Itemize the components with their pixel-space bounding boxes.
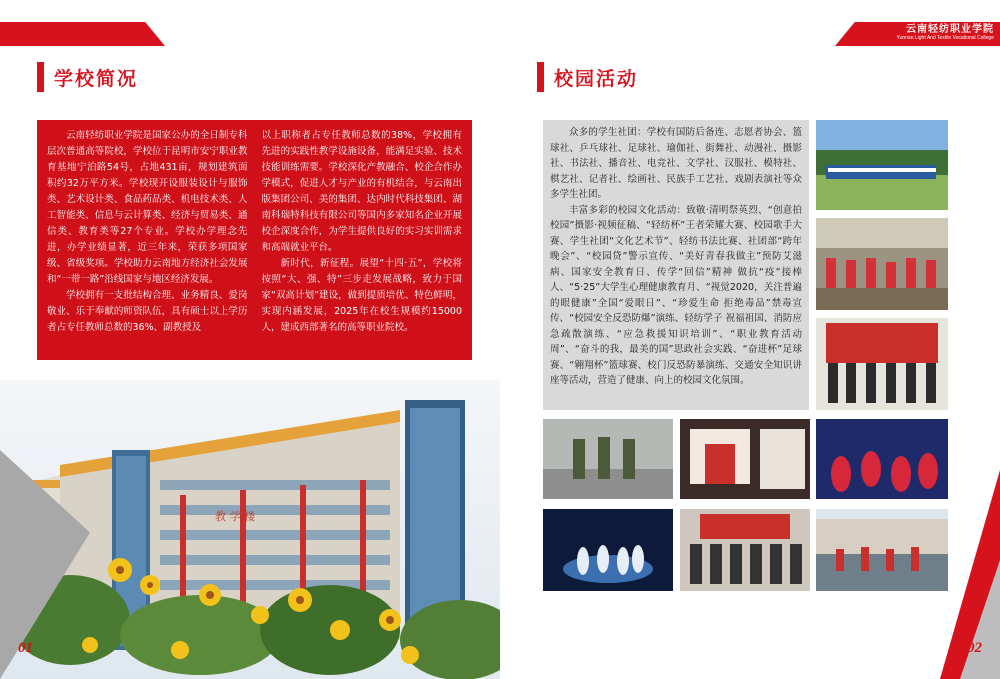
photo-lecture bbox=[680, 419, 810, 499]
intro-paragraph: 新时代，新征程。展望“十四·五”，学校将按照“大、强、特”三步走发展战略，致力于国家“双高计划”建设，做到提质培优、特色鲜明，实现内涵发展，2025年在校生规模约15000人，建成西部著名的高等职业院校。 bbox=[261, 258, 462, 333]
intro-paragraph: 以上职称者占专任教师总数的38%，学校拥有先进的实践性教学设施设备，能满足实验、技术技能训练需要。学校深化产教融合、校企合作办学模式，促进人才与产业的有机结合，与云南出版集团公司、美的集团、达内时代科技集团、湖南科瑞特科技有限公司等国内多家知名企业开展校企深度合作，为学生提供良好的实习实训需求和高端就业平台。 bbox=[261, 130, 462, 253]
photo-stage-dance bbox=[543, 509, 673, 591]
intro-column-1 bbox=[47, 128, 248, 354]
school-intro-box bbox=[37, 120, 472, 360]
section-title-school-profile bbox=[37, 62, 138, 92]
activities-paragraph: 众多的学生社团：学校有国防后备连、志愿者协会、篮球社、乒乓球社、足球社、瑜伽社、街舞社、动漫社、摄影社、书法社、播音社、电竞社、文学社、汉服社、模特社、棋艺社、记者社、绘画社、民族手工艺社、戏剧表演社等众多学生社团。 bbox=[550, 127, 802, 200]
activities-text-panel bbox=[543, 120, 809, 410]
photo-basketball-game bbox=[816, 509, 948, 591]
photo-military-drill bbox=[543, 419, 673, 499]
page-number-right: 02 bbox=[967, 640, 982, 656]
title-accent-bar bbox=[537, 62, 544, 92]
intro-paragraph: 云南轻纺职业学院是国家公办的全日制专科层次普通高等院校，学校位于昆明市安宁职业教育基地宁泊路54号，占地431亩，规划建筑面积约32万平方米。学校现开设服装设计与服饰类、艺术设计类、食品药品类、机电技术类、人工智能类、信息与云计算类、经济与贸易类、通信类、教育类等27个专业。学校办学理念先进，办学业绩显著，近三年来，荣获多项国家级、省级奖项。学校助力云南地方经济社会发展和“一带一路”沿线国家与地区经济发展。 bbox=[47, 130, 248, 285]
college-logo bbox=[854, 24, 994, 44]
activities-paragraph: 丰富多彩的校园文化活动：致敬·清明祭英烈、“创意拍校园”摄影·视频征稿、“轻纺杯”王者荣耀大赛、校园歌手大赛、学生社团“文化艺术节”、轻纺书法比赛、社团部“跨年晚会”、“校园贷”警示宣传、“美好青春我做主”预防艾滋病、国家安全教育日、传学“回信”精神 做抗“疫”接棒人、“5·25”大学生心理健康教育月、“视觉2020，关注普遍的眼健康”全国“爱眼日”、“珍爱生命 拒绝毒品”禁毒宣传、“校园安全反恐防爆”演练、轻纺学子 祝福祖国、消防应急疏散演练、“应急救援知识培训”、“职业教育活动周”、“奋斗的我，最美的国”思政社会实践、“奋进杯”足球赛、“翱翔杯”篮球赛、校门反恐防暴演练、交通安全知识讲座等活动，营造了健康、向上的校园文化氛围。 bbox=[550, 204, 802, 386]
photo-dance-performance bbox=[816, 419, 948, 499]
photo-outdoor-group bbox=[816, 120, 948, 210]
intro-paragraph: 学校拥有一支批结构合理、业务精良、爱岗敬业、乐于奉献的师资队伍，具有硕士以上学历者占专任教师总数的36%、副教授及 bbox=[47, 290, 248, 333]
section-heading: 学校简况 bbox=[54, 67, 139, 90]
title-accent-bar bbox=[37, 62, 44, 92]
section-heading: 校园活动 bbox=[554, 67, 639, 90]
intro-column-2 bbox=[262, 128, 463, 354]
logo-chinese: 云南轻纺职业学院 bbox=[906, 24, 994, 35]
logo-english: Yunnan Light And Textile Vocational College bbox=[896, 35, 994, 41]
photo-indoor-event bbox=[816, 218, 948, 310]
photo-meeting bbox=[680, 509, 810, 591]
building-sign: 教 学 楼 bbox=[215, 510, 255, 523]
top-red-bar-left bbox=[0, 22, 165, 46]
photo-award-ceremony bbox=[816, 318, 948, 410]
section-title-campus-activities bbox=[537, 62, 638, 92]
page-number-left: 01 bbox=[18, 640, 33, 656]
